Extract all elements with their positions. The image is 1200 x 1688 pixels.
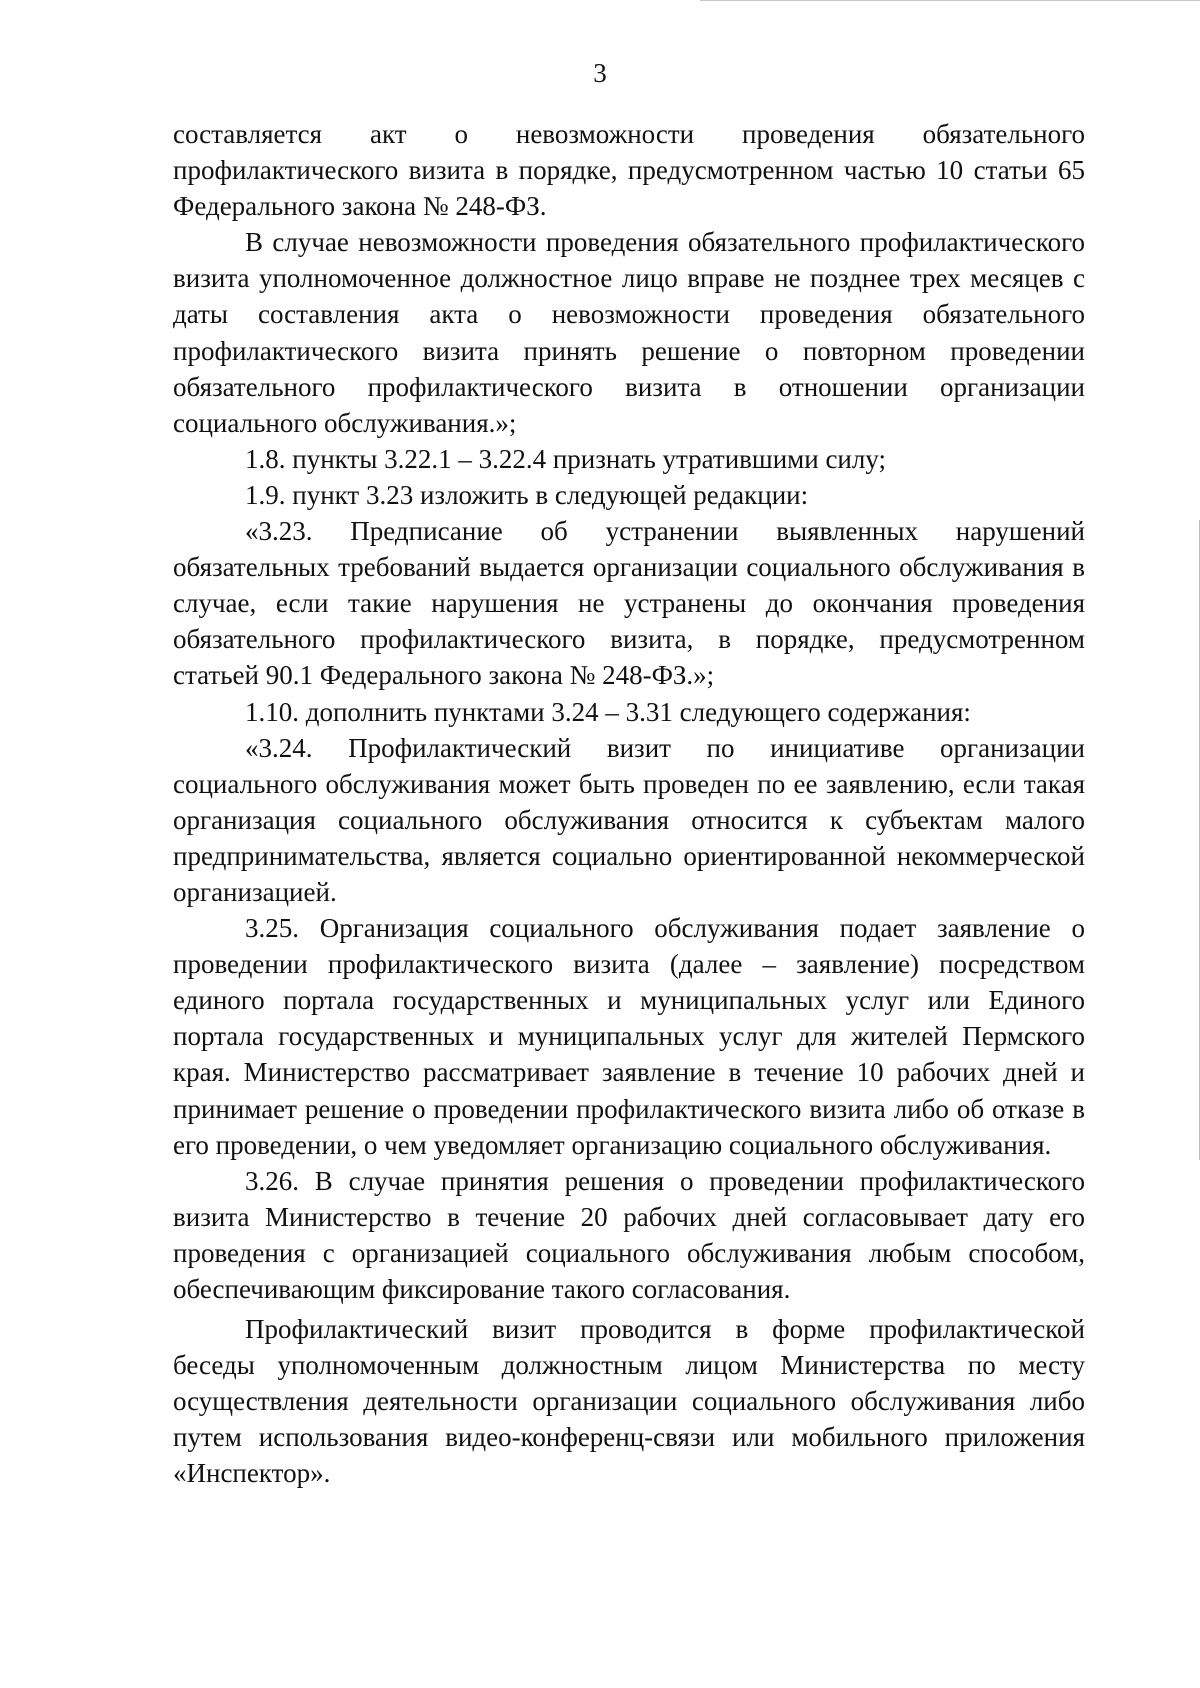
paragraph: 1.9. пункт 3.23 изложить в следующей редакции: (245, 479, 809, 510)
paragraph: Профилактический визит проводится в форме профилактической беседы уполномоченным должностным лицом Министерства по месту осуществления деятельности организации социального обслуживания либо путем использования видео-конференц-связи или мобильного приложения «Инспектор». (173, 1314, 1085, 1489)
paragraph: «3.24. Профилактический визит по инициативе организации социального обслуживания может быть проведен по ее заявлению, если такая организация социального обслуживания относится к субъектам малого предпринимательства, является социально ориентированной некоммерческой организацией. (173, 732, 1085, 907)
paragraph: «3.23. Предписание об устранении выявленных нарушений обязательных требований выдается организации социального обслуживания в случае, если такие нарушения не устранены до окончания проведения обязательного профилактического визита, в порядке, предусмотренном статьей 90.1 Федерального закона № 248-ФЗ.»; (173, 516, 1085, 691)
scan-edge-line (700, 0, 1200, 1)
paragraph: 1.8. пункты 3.22.1 – 3.22.4 признать утратившими силу; (245, 443, 886, 474)
paragraph: составляется акт о невозможности проведения обязательного профилактического визита в порядке, предусмотренном частью 10 статьи 65 Федерального закона № 248-ФЗ. (173, 119, 1085, 222)
page-number: 3 (593, 58, 607, 88)
paragraph: 3.25. Организация социального обслуживания подает заявление о проведении профилактического визита (далее – заявление) посредством единого портала государственных и муниципальных услуг или Единого портала государственных и муниципальных услуг для жителей Пермского края. Министерство рассматривает заявление в течение 10 рабочих дней и принимает решение о проведении профилактического визита либо об отказе в его проведении, о чем уведомляет организацию социального обслуживания. (173, 913, 1085, 1160)
document-body (173, 116, 1085, 1492)
paragraph: 3.26. В случае принятия решения о проведении профилактического визита Министерство в течение 20 рабочих дней согласовывает дату его проведения с организацией социального обслуживания любым способом, обеспечивающим фиксирование такого согласования. (173, 1165, 1085, 1304)
paragraph: 1.10. дополнить пунктами 3.24 – 3.31 следующего содержания: (245, 696, 971, 727)
paragraph: В случае невозможности проведения обязательного профилактического визита уполномоченное должностное лицо вправе не позднее трех месяцев с даты составления акта о невозможности проведения обязательного профилактического визита принять решение о повторном проведении обязательного профилактического визита в отношении организации социального обслуживания.»; (173, 227, 1085, 438)
